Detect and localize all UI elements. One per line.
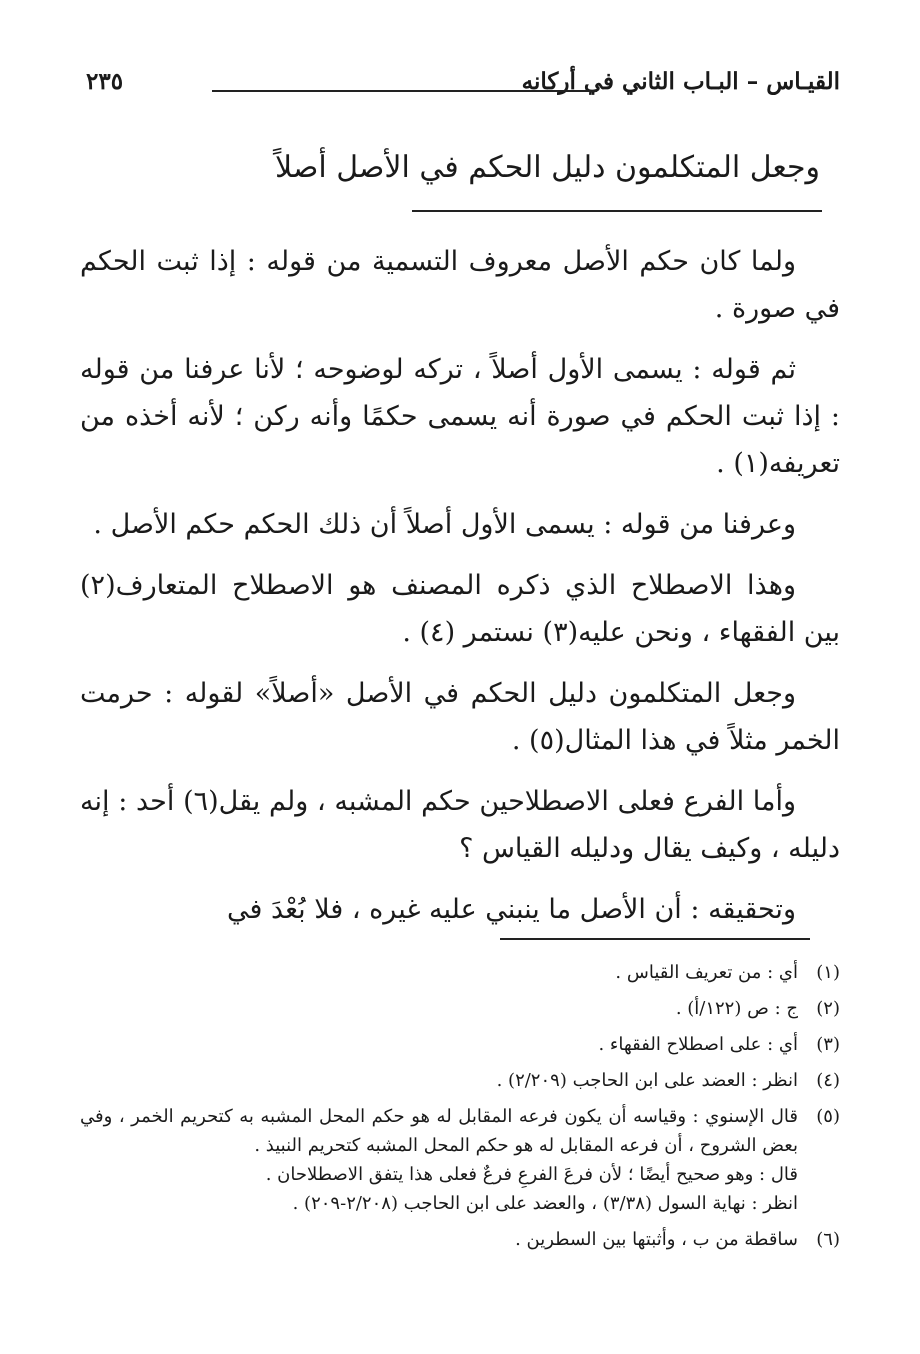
footnote-text: [80, 1102, 798, 1218]
paragraph: وأما الفرع فعلى الاصطلاحين حكم المشبه ، ولم يقل(٦) أحد : إنه دليله ، وكيف يقال ودليله القياس ؟: [80, 786, 840, 864]
footnote-number: (١): [816, 962, 840, 983]
running-header: [80, 68, 840, 108]
footnote-line: انظر : العضد على ابن الحاجب (٢/٢٠٩) .: [496, 1070, 798, 1091]
footnote-number: (٣): [816, 1034, 840, 1055]
footnote-number: (٢): [816, 998, 840, 1019]
running-header-title: القيـاس – البـاب الثاني في أركانه: [521, 68, 840, 95]
heading-underline: [412, 210, 822, 212]
footnote-line: أي : على اصطلاح الفقهاء .: [598, 1034, 798, 1055]
footnote-text: [80, 994, 798, 1023]
footnote-text: [80, 958, 798, 987]
footnote: [80, 1225, 840, 1254]
section-heading: وجعل المتكلمون دليل الحكم في الأصل أصلاً: [274, 150, 820, 185]
footnote-line: أي : من تعريف القياس .: [615, 962, 798, 983]
paragraph: وعرفنا من قوله : يسمى الأول أصلاً أن ذلك الحكم حكم الأصل .: [93, 509, 796, 540]
footnote-separator: [500, 938, 810, 940]
footnote-line: ج : ص (١٢٢/أ) .: [675, 998, 798, 1019]
footnote: [80, 1066, 840, 1095]
footnote-text: [80, 1066, 798, 1095]
footnote-number: (٤): [816, 1070, 840, 1091]
footnote: [80, 1102, 840, 1218]
footnote-line: قال الإسنوي : وقياسه أن يكون فرعه المقابل له هو حكم المحل المشبه به كتحريم الخمر ، وفي بعض الشروح ، أن فرعه المقابل له هو حكم المحل المشبه كتحريم النبيذ .: [80, 1106, 799, 1156]
footnote-text: [80, 1030, 798, 1059]
paragraph: وتحقيقه : أن الأصل ما ينبني عليه غيره ، فلا بُعْدَ في: [226, 894, 796, 925]
footnote-number: (٥): [816, 1106, 840, 1127]
footnote-line: انظر : نهاية السول (٣/٣٨) ، والعضد على ابن الحاجب (٢/٢٠٨-٢٠٩) .: [292, 1193, 798, 1214]
footnotes: [80, 958, 840, 1261]
page-number: ٢٣٥: [86, 68, 124, 95]
footnote: [80, 994, 840, 1023]
body-text: [80, 238, 840, 947]
footnote-number: (٦): [816, 1229, 840, 1250]
footnote-line: قال : وهو صحيح أيضًا ؛ لأن فرعَ الفرعِ فرعٌ فعلى هذا يتفق الاصطلاحان .: [265, 1164, 798, 1185]
header-rule: [212, 90, 597, 92]
footnote: [80, 958, 840, 987]
paragraph: وجعل المتكلمون دليل الحكم في الأصل «أصلاً» لقوله : حرمت الخمر مثلاً في هذا المثال(٥) .: [80, 678, 840, 756]
paragraph: وهذا الاصطلاح الذي ذكره المصنف هو الاصطلاح المتعارف(٢) بين الفقهاء ، ونحن عليه(٣) نستمر (٤) .: [80, 570, 840, 648]
paragraph: ثم قوله : يسمى الأول أصلاً ، تركه لوضوحه ؛ لأنا عرفنا من قوله : إذا ثبت الحكم في صورة أنه يسمى حكمًا وأنه ركن ؛ لأنه أخذه من تعريفه(١) .: [80, 354, 840, 479]
footnote-line: ساقطة من ب ، وأثبتها بين السطرين .: [515, 1229, 798, 1250]
footnote: [80, 1030, 840, 1059]
paragraph: ولما كان حكم الأصل معروف التسمية من قوله : إذا ثبت الحكم في صورة .: [80, 246, 840, 324]
footnote-text: [80, 1225, 798, 1254]
